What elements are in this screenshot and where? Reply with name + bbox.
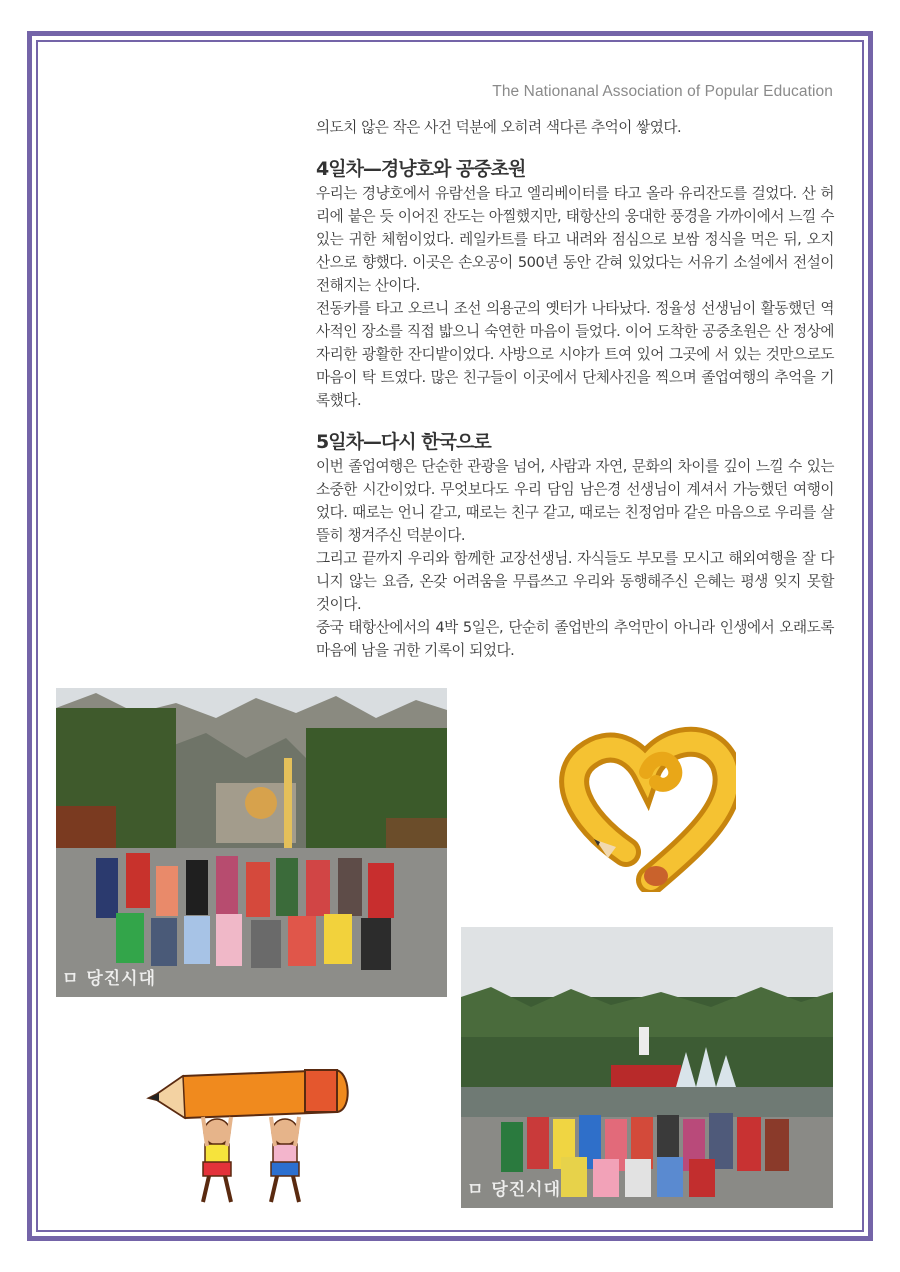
day4-paragraph-1: 우리는 경냥호에서 유람선을 타고 엘리베이터를 타고 올라 유리잔도를 걸었다. 산 허리에 붙은 듯 이어진 잔도는 아찔했지만, 태항산의 웅대한 풍경을 가까이에서 느낄 수 있는 귀한 체험이었다. 레일카트를 타고 내려와 점심으로 보쌈 정식을 먹은 뒤, 오지산으로 향했다. 이곳은 손오공이 500년 동안 갇혀 있었다는 서유기 소설에서 전설이 전해지는 산이다. bbox=[316, 185, 834, 294]
intro-paragraph: 의도치 않은 작은 사건 덕분에 오히려 색다른 추억이 쌓였다. bbox=[316, 119, 682, 136]
day5-paragraph-2: 그리고 끝까지 우리와 함께한 교장선생님. 자식들도 부모를 모시고 해외여행을 잘 다니지 않는 요즘, 온갖 어려움을 무릅쓰고 우리와 동행해주신 은혜는 평생 잊지 못할 것이다. bbox=[316, 550, 834, 613]
kids-carrying-pencil-icon bbox=[145, 1062, 355, 1212]
day4-heading: 4일차—경냥호와 공중초원 bbox=[316, 158, 526, 180]
group-photo-fountain bbox=[461, 927, 833, 1208]
article-body bbox=[316, 116, 834, 662]
day5-paragraph-1: 이번 졸업여행은 단순한 관광을 넘어, 사람과 자연, 문화의 차이를 깊이 느낄 수 있는 소중한 시간이었다. 무엇보다도 우리 담임 남은경 선생님이 계셔서 가능했던 여행이었다. 때로는 언니 같고, 때로는 친구 같고, 때로는 친정엄마 같은 마음으로 우리를 살뜰히 챙겨주신 덕분이다. bbox=[316, 458, 834, 544]
pencil-heart-icon bbox=[556, 722, 736, 892]
photo-watermark: ㅁ 당진시대 bbox=[62, 969, 157, 989]
photo-watermark: ㅁ 당진시대 bbox=[467, 1180, 562, 1200]
day4-paragraph-2: 전동카를 타고 오르니 조선 의용군의 옛터가 나타났다. 정율성 선생님이 활동했던 역사적인 장소를 직접 밟으니 숙연한 마음이 들었다. 이어 도착한 공중초원은 산 정상에 자리한 광활한 잔디밭이었다. 사방으로 시야가 트여 있어 그곳에 서 있는 것만으로도 마음이 탁 트였다. 많은 친구들이 이곳에서 단체사진을 찍으며 졸업여행의 추억을 기록했다. bbox=[316, 300, 834, 409]
day5-heading: 5일차—다시 한국으로 bbox=[316, 431, 491, 453]
day5-paragraph-3: 중국 태항산에서의 4박 5일은, 단순히 졸업반의 추억만이 아니라 인생에서 오래도록 마음에 남을 귀한 기록이 되었다. bbox=[316, 619, 834, 659]
header-organization: The Nationanal Association of Popular Education bbox=[492, 83, 833, 100]
group-photo-mountain-gate bbox=[56, 688, 447, 997]
